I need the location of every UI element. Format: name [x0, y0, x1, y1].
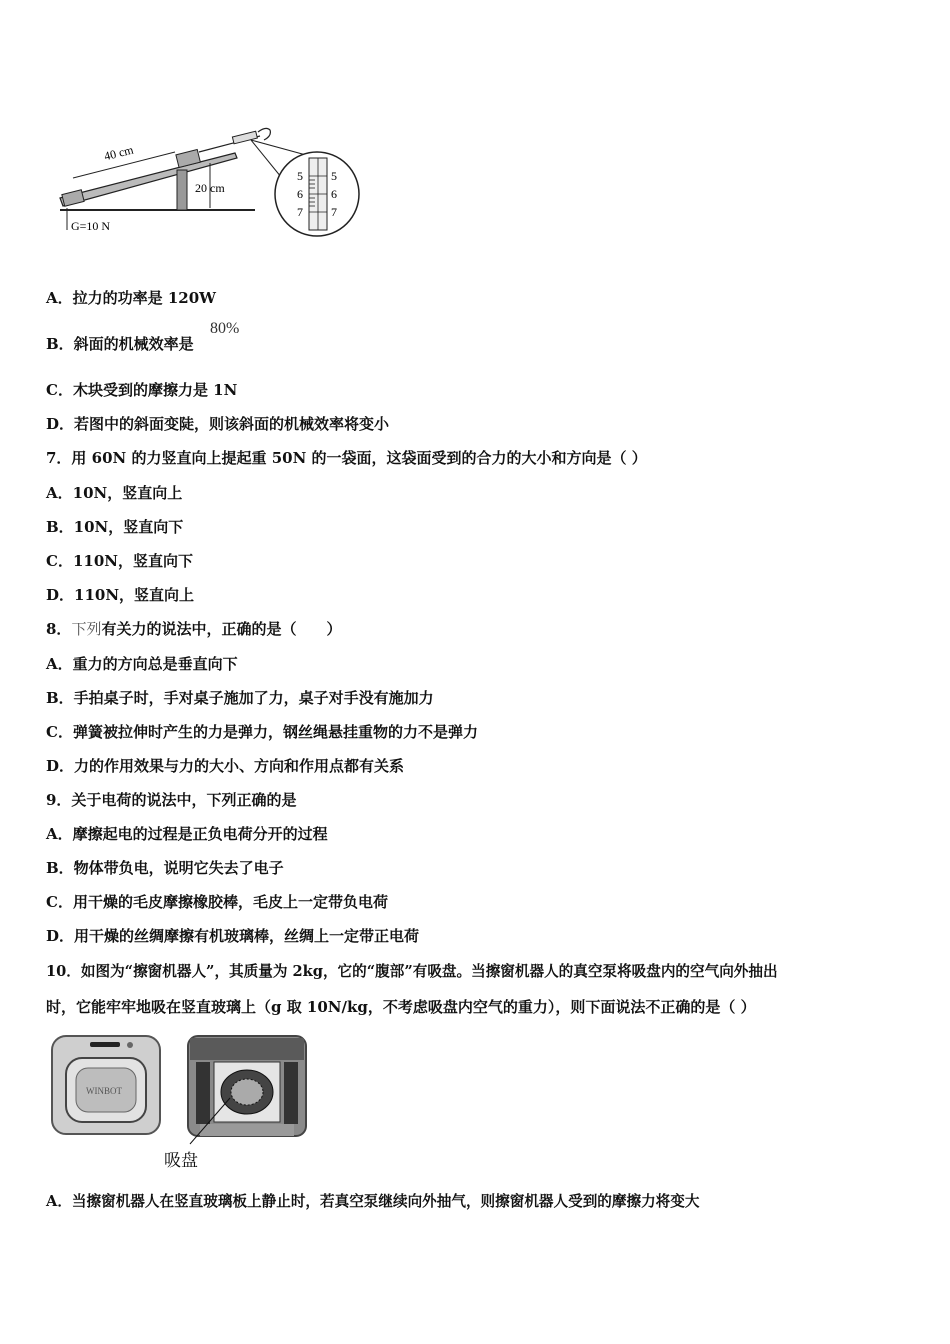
robot-bottom-tread-right — [284, 1062, 298, 1124]
weight-label: G=10 N — [71, 219, 111, 233]
q7-option-a: A．10N，竖直向上 — [46, 484, 183, 502]
block-bottom — [62, 190, 84, 206]
q9-option-a: A．摩擦起电的过程是正负电荷分开的过程 — [46, 825, 328, 843]
q10-option-a: A．当擦窗机器人在竖直玻璃板上静止时，若真空泵继续向外抽气，则擦窗机器人受到的摩擦力将变大 — [46, 1193, 700, 1210]
q8-stem — [46, 618, 341, 639]
hand-icon — [258, 128, 270, 140]
q9-stem: 9．关于电荷的说法中，下列正确的是 — [46, 791, 297, 809]
q7-option-d: D．110N，竖直向上 — [46, 586, 195, 604]
q10-stem-line1: 10．如图为“擦窗机器人”，其质量为 2kg，它的“腹部”有吸盘。当擦窗机器人的真空泵将吸盘内的空气向外抽出 — [46, 963, 778, 980]
q8-number: 8． — [46, 620, 72, 638]
q10-stem-line2: 时，它能牢牢地吸在竖直玻璃上（g 取 10N/kg，不考虑吸盘内空气的重力），则下面说法不正确的是（ ） — [46, 998, 756, 1016]
q7-option-b: B．10N，竖直向下 — [46, 518, 184, 536]
q6-option-b: B．斜面的机械效率是 — [46, 335, 194, 353]
height-label: 20 cm — [195, 181, 225, 195]
q8-option-c: C．弹簧被拉伸时产生的力是弹力，钢丝绳悬挂重物的力不是弹力 — [46, 723, 478, 741]
robot-logo: WINBOT — [86, 1086, 122, 1096]
scale-num-left-6: 6 — [297, 187, 303, 201]
robot-front-light — [127, 1042, 133, 1048]
q8-stem-light: 下列 — [71, 620, 102, 638]
q6-option-d: D．若图中的斜面变陡，则该斜面的机械效率将变小 — [46, 415, 390, 433]
q6-option-a: A．拉力的功率是 120W — [46, 289, 217, 307]
scale-num-left-7: 7 — [297, 205, 303, 219]
q8-option-b: B．手拍桌子时，手对桌子施加了力，桌子对手没有施加力 — [46, 689, 434, 707]
robot-bottom-top-strip — [190, 1038, 304, 1060]
scale-num-left-5: 5 — [297, 169, 303, 183]
q8-option-d: D．力的作用效果与力的大小、方向和作用点都有关系 — [46, 757, 405, 775]
q6-option-c: C．木块受到的摩擦力是 1N — [46, 381, 238, 399]
q8-option-a: A．重力的方向总是垂直向下 — [46, 655, 238, 673]
robot-bottom-lower — [200, 1124, 294, 1136]
q9-option-d: D．用干燥的丝绸摩擦有机玻璃棒，丝绸上一定带正电荷 — [46, 927, 420, 945]
robot-bottom-tread-left — [196, 1062, 210, 1124]
scale-num-right-5: 5 — [331, 169, 337, 183]
q9-option-b: B．物体带负电，说明它失去了电子 — [46, 859, 284, 877]
spring-scale — [232, 131, 257, 144]
robot-front-bar — [90, 1042, 120, 1047]
q8-stem-rest: 有关力的说法中，正确的是（ ） — [101, 620, 342, 638]
suction-cup-inner — [231, 1079, 263, 1105]
q6-option-b-value: 80% — [210, 320, 240, 337]
q7-stem: 7．用 60N 的力竖直向上提起重 50N 的一袋面，这袋面受到的合力的大小和方向是（ ） — [46, 449, 647, 467]
support-post — [177, 170, 187, 210]
q7-option-c: C．110N，竖直向下 — [46, 552, 193, 570]
incline-figure — [55, 118, 365, 248]
q9-option-c: C．用干燥的毛皮摩擦橡胶棒，毛皮上一定带负电荷 — [46, 893, 388, 911]
length-label: 40 cm — [102, 142, 135, 164]
scale-num-right-7: 7 — [331, 205, 337, 219]
scale-num-right-6: 6 — [331, 187, 337, 201]
suction-cup-label: 吸盘 — [164, 1151, 198, 1171]
